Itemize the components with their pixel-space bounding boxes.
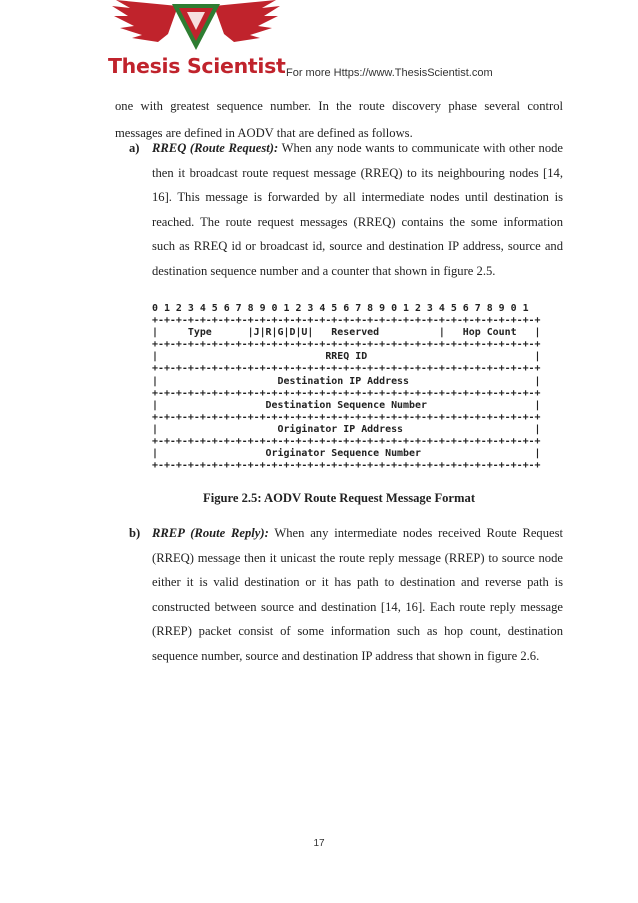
intro-paragraph: one with greatest sequence number. In the route discovery phase several control messages are defined in AODV that are defined as follows. xyxy=(115,99,563,140)
list-item-body xyxy=(152,521,563,669)
winged-emblem-icon xyxy=(108,0,286,60)
header-website-link[interactable]: For more Https://www.ThesisScientist.com xyxy=(286,67,493,79)
list-item-label: a) xyxy=(129,141,140,155)
list-item-label: b) xyxy=(129,526,141,540)
list-item-text: When any intermediate nodes received Route Request (RREQ) message then it unicast the route reply message (RREP) to source node either it is valid destination or it has path to destination and reverse path is constructed between source and destination [14, 16]. Each route reply message (RREP) packet consist of some information such as hop count, destination sequence number, source and destination IP address that shown in figure 2.6. xyxy=(152,526,564,663)
list-item-term: RREP (Route Reply): xyxy=(152,526,269,540)
page-number: 17 xyxy=(313,838,325,849)
figure-caption: Figure 2.5: AODV Route Request Message Format xyxy=(203,491,476,505)
packet-format-figure xyxy=(152,303,577,484)
logo-wordmark: Thesis Scientist xyxy=(108,54,286,78)
list-item-rrep xyxy=(115,521,563,669)
list-item-text: When any node wants to communicate with other node then it broadcast route request message (RREQ) to its neighbouring nodes [14, 16]. This message is forwarded by all intermediate nodes until destination is reached. The route request messages (RREQ) contains the some information such as RREQ id or broadcast id, source and destination IP address, source and destination sequence number and a counter that shown in figure 2.5. xyxy=(152,141,563,278)
list-item-rreq xyxy=(115,136,563,284)
rreq-packet-diagram: 0 1 2 3 4 5 6 7 8 9 0 1 2 3 4 5 6 7 8 9 0 1 2 3 4 5 6 7 8 9 0 1 +-+-+-+-+-+-+-+-+-+-+-+-+-+-+-+-+-+-+-+-+-+-+-+-+-+-+-+-+-+-+-+-+ | Type |J|R|G|D|U| Reserved | Hop Count | +-+-+-+-+-+-+-+-+-+-+-+-+-+-+-+-+-+-+-+-+-+-+-+-+-+-+-+-+-+-+-+-+ | RREQ ID | +-+-+-+-+-+-+-+-+-+-+-+-+-+-+-+-+-+-+-+-+-+-+-+-+-+-+-+-+-+-+-+-+ | Destination IP Address | +-+-+-+-+-+-+-+-+-+-+-+-+-+-+-+-+-+-+-+-+-+-+-+-+-+-+-+-+-+-+-+-+ | Destination Sequence Number | +-+-+-+-+-+-+-+-+-+-+-+-+-+-+-+-+-+-+-+-+-+-+-+-+-+-+-+-+-+-+-+-+ | Originator IP Address | +-+-+-+-+-+-+-+-+-+-+-+-+-+-+-+-+-+-+-+-+-+-+-+-+-+-+-+-+-+-+-+-+ | Originator Sequence Number | +-+-+-+-+-+-+-+-+-+-+-+-+-+-+-+-+-+-+-+-+-+-+-+-+-+-+-+-+-+-+-+-+ xyxy=(152,303,541,472)
list-item-body xyxy=(152,136,563,284)
list-item-term: RREQ (Route Request): xyxy=(152,141,279,155)
